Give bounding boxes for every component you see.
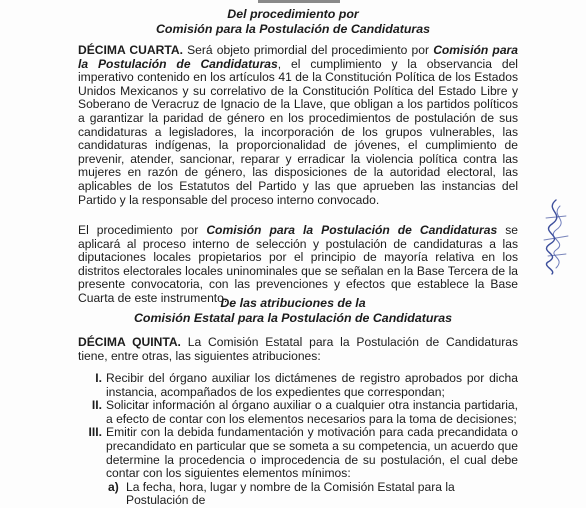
paragraph-decima-cuarta (78, 44, 518, 207)
heading-line: De las atribuciones de la (220, 296, 366, 310)
list-item (78, 399, 518, 426)
list-number: II. (91, 398, 102, 413)
handwritten-signature (526, 196, 578, 276)
paragraph-text: se aplicará al proceso interno de selección y postulación de candidaturas a las diputaciones locales propietarios por el principio de mayoría relativa en los distritos electorales locales uninominales que se señalan en la Base Tercera de la presente convocatoria, con las prevenciones y efectos que establece la Base Cuarta de este instrumento. (78, 223, 518, 305)
heading-line: Del procedimiento por (227, 7, 359, 21)
list-item (78, 372, 518, 399)
heading-line: Comisión Estatal para la Postulación de Candidaturas (133, 311, 453, 325)
article-lead: DÉCIMA CUARTA. (78, 43, 183, 57)
list-text: Solicitar información al órgano auxiliar o a cualquier otra instancia partidaria, a efecto de contar con los elementos necesarios para la toma de decisiones; (106, 398, 518, 426)
section-heading-procedimiento (0, 7, 586, 37)
attributions-list (78, 372, 518, 508)
list-number: a) (108, 479, 119, 494)
paragraph-procedimiento (78, 224, 518, 306)
paragraph-text: , el cumplimiento y la observancia del imperativo contenido en los artículos 41 de la Constitución Política de los Estados Unidos Mexicanos y su correlativo de la Constitución Política del Estado Libre y Soberano de Veracruz de Ignacio de la Llave, que obligan a los partidos políticos a garantizar la paridad de género en los procedimientos de postulación de sus candidaturas a legisladores, la incorporación de los grupos vulnerables, las candidaturas indígenas, la proporcionalidad de jóvenes, el cumplimiento de prevenir, atender, sancionar, reparar y erradicar la violencia política contra las mujeres en razón de género, las disposiciones de la autoridad electoral, las aplicables de los Estatutos del Partido y las que aprueben las instancias del Partido y la responsable del proceso interno convocado. (78, 56, 518, 207)
emphasis-text: Comisión para la Postulación de Candidaturas (206, 223, 498, 237)
paragraph-text: El procedimiento por (78, 223, 207, 237)
sublist-item (78, 481, 518, 508)
paragraph-decima-quinta (78, 336, 518, 363)
heading-line: Comisión para la Postulación de Candidaturas (155, 22, 431, 36)
paragraph-text: La Comisión Estatal para la Postulación de Candidaturas tiene, entre otras, las siguientes atribuciones: (78, 335, 518, 363)
list-text: Recibir del órgano auxiliar los dictámenes de registro aprobados por dicha instancia, acompañados de los expedientes que correspondan; (106, 371, 518, 399)
list-text: La fecha, hora, lugar y nombre de la Comisión Estatal para la Postulación de (126, 479, 455, 508)
list-text: Emitir con la debida fundamentación y motivación para cada precandidata o precandidato en particular que se someta a su competencia, un acuerdo que determine la procedencia o improcedencia de su postulación, el cual debe contar con los siguientes elementos mínimos: (106, 425, 518, 481)
emphasis-text: Comisión para la Postulación de Candidaturas (78, 43, 518, 71)
section-heading-atribuciones (0, 296, 586, 326)
top-edge-mark (258, 0, 340, 3)
article-lead: DÉCIMA QUINTA. (78, 335, 181, 349)
list-item (78, 426, 518, 480)
list-number: III. (88, 425, 102, 440)
list-number: I. (95, 371, 102, 385)
paragraph-text: Será objeto primordial del procedimiento por (182, 43, 434, 57)
